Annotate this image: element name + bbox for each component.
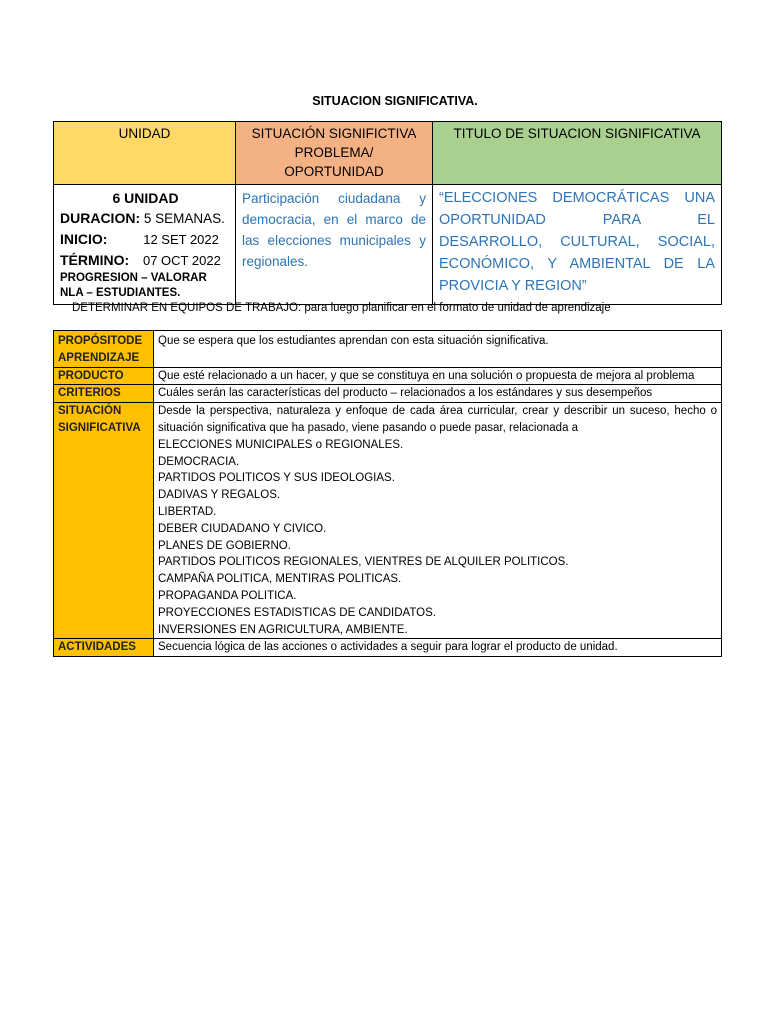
learning-plan-table	[53, 330, 722, 657]
list-item: CAMPAÑA POLITICA, MENTIRAS POLITICAS.	[158, 573, 402, 586]
producto-text: Que esté relacionado a un hacer, y que se constituya en una solución o propuesta de mejora al problema	[154, 367, 722, 385]
situacion-intro: Desde la perspectiva, naturaleza y enfoque de cada área curricular, crear y describir un suceso, hecho o situación significativa que ha pasado, viene pasando o puede pasar, relacionada a	[158, 405, 717, 434]
page-title: SITUACION SIGNIFICATIVA.	[312, 94, 478, 108]
progresion-text: PROGRESION – VALORAR NLA – ESTUDIANTES.	[60, 272, 207, 299]
unidad-header	[54, 122, 236, 185]
unit-summary-table	[53, 121, 722, 305]
situacion-header	[236, 122, 433, 185]
criterios-text: Cuáles serán las características del producto – relacionados a los estándares y sus desempeños	[154, 385, 722, 403]
situacion-header-line-1: SITUACIÓN SIGNIFICTIVA	[251, 126, 417, 141]
duracion-label: DURACION:	[60, 210, 141, 226]
actividades-label: ACTIVIDADES	[54, 639, 154, 657]
unidad-header-label: UNIDAD	[118, 126, 171, 141]
duracion-row	[60, 208, 231, 229]
list-item: PARTIDOS POLITICOS REGIONALES, VIENTRES DE ALQUILER POLITICOS.	[158, 556, 569, 569]
producto-label: PRODUCTO	[54, 367, 154, 385]
table-row	[54, 639, 722, 657]
actividades-text: Secuencia lógica de las acciones o actividades a seguir para lograr el producto de unidad.	[154, 639, 722, 657]
inicio-row	[60, 229, 231, 250]
table-row	[54, 385, 722, 403]
termino-value: 07 OCT 2022	[142, 253, 221, 268]
criterios-label: CRITERIOS	[54, 385, 154, 403]
list-item: PROYECCIONES ESTADISTICAS DE CANDIDATOS.	[158, 606, 436, 619]
situacion-problema-text: Participación ciudadana y democracia, en el marco de las elecciones municipales y regionales.	[236, 185, 433, 305]
duracion-value: 5 SEMANAS.	[143, 211, 225, 226]
titulo-header-label: TITULO DE SITUACION SIGNIFICATIVA	[453, 126, 701, 141]
list-item: DEMOCRACIA.	[158, 455, 240, 468]
list-item: DADIVAS Y REGALOS.	[158, 489, 281, 502]
inicio-value: 12 SET 2022	[143, 232, 219, 247]
list-item: DEBER CIUDADANO Y CIVICO.	[158, 522, 327, 535]
table-row	[54, 367, 722, 385]
team-instruction: DETERMINAR EN EQUIPOS DE TRABAJO: para luego planificar en el formato de unidad de aprendizaje	[72, 302, 611, 314]
situacion-header-line-2: PROBLEMA/	[294, 145, 374, 160]
unit-number: 6 UNIDAD	[112, 190, 179, 206]
proposito-label: PROPÓSITODE APRENDIZAJE	[54, 331, 154, 368]
inicio-label: INICIO:	[60, 231, 108, 247]
list-item: ELECCIONES MUNICIPALES o REGIONALES.	[158, 438, 404, 451]
unit-details-cell	[54, 185, 236, 305]
list-item: LIBERTAD.	[158, 505, 217, 518]
table-row	[54, 331, 722, 368]
termino-row	[60, 250, 231, 271]
titulo-header	[433, 122, 722, 185]
situacion-title-text: “ELECCIONES DEMOCRÁTICAS UNA OPORTUNIDAD PARA EL DESARROLLO, CULTURAL, SOCIAL, ECONÓMICO, Y AMBIENTAL DE LA PROVICIA Y REGION”	[433, 185, 722, 305]
list-item: PLANES DE GOBIERNO.	[158, 539, 291, 552]
situacion-header-line-3: OPORTUNIDAD	[284, 164, 384, 179]
list-item: PROPAGANDA POLITICA.	[158, 589, 297, 602]
termino-label: TÉRMINO:	[60, 252, 130, 268]
proposito-text: Que se espera que los estudiantes aprendan con esta situación significativa.	[154, 331, 722, 368]
situacion-content	[154, 403, 722, 639]
situacion-label: SITUACIÓN SIGNIFICATIVA	[54, 403, 154, 639]
list-item: INVERSIONES EN AGRICULTURA, AMBIENTE.	[158, 623, 408, 636]
list-item: PARTIDOS POLITICOS Y SUS IDEOLOGIAS.	[158, 472, 395, 485]
table-row	[54, 403, 722, 639]
